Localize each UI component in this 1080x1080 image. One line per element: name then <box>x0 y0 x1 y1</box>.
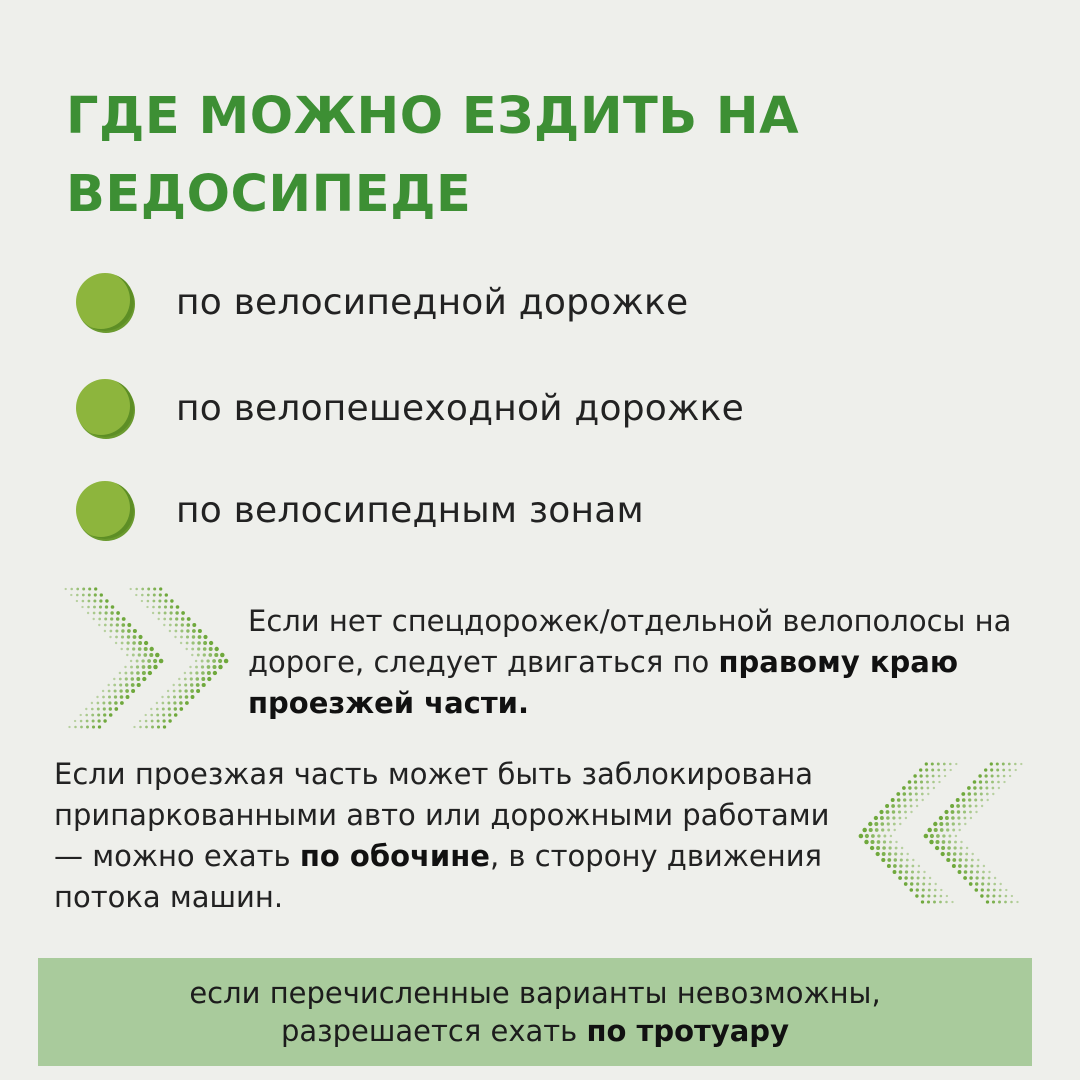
circle-bullet-icon <box>76 481 134 539</box>
note2-tail: , в сторону движения потока машин. <box>54 839 822 914</box>
banner-line-2-bold: по тротуару <box>586 1014 789 1048</box>
bullet-item-bike-pedestrian-lane <box>76 376 744 440</box>
note-shoulder <box>54 754 844 918</box>
bullet-label: по велосипедной дорожке <box>176 281 689 323</box>
double-chevron-right-icon <box>62 585 232 735</box>
note1-text: Если нет спецдорожек/отдельной велополосы на дороге, следует двигаться по <box>248 604 1012 679</box>
note1-bold: правому краю проезжей части. <box>248 645 959 720</box>
double-chevron-left-icon <box>855 760 1025 910</box>
note2-bold: по обочине <box>299 839 490 873</box>
bullet-label: по велопешеходной дорожке <box>176 387 744 429</box>
note2-text: Если проезжая часть может быть заблокирована припаркованными авто или дорожными работами — можно ехать <box>54 757 830 873</box>
note-right-edge <box>248 601 1068 724</box>
bullet-item-bike-zones <box>76 478 644 542</box>
bullet-item-bike-lane <box>76 270 688 334</box>
banner-line-2-text: разрешается ехать <box>281 1014 587 1048</box>
title-line-1: ГДЕ МОЖНО ЕЗДИТЬ НА <box>66 87 800 146</box>
circle-bullet-icon <box>76 273 134 331</box>
sidewalk-banner <box>38 958 1032 1066</box>
page-title <box>66 78 966 234</box>
title-line-2: ВЕДОСИПЕДЕ <box>66 165 472 224</box>
circle-bullet-icon <box>76 379 134 437</box>
banner-line-2 <box>281 1012 789 1050</box>
banner-line-1: если перечисленные варианты невозможны, <box>189 976 881 1010</box>
bullet-label: по велосипедным зонам <box>176 489 644 531</box>
